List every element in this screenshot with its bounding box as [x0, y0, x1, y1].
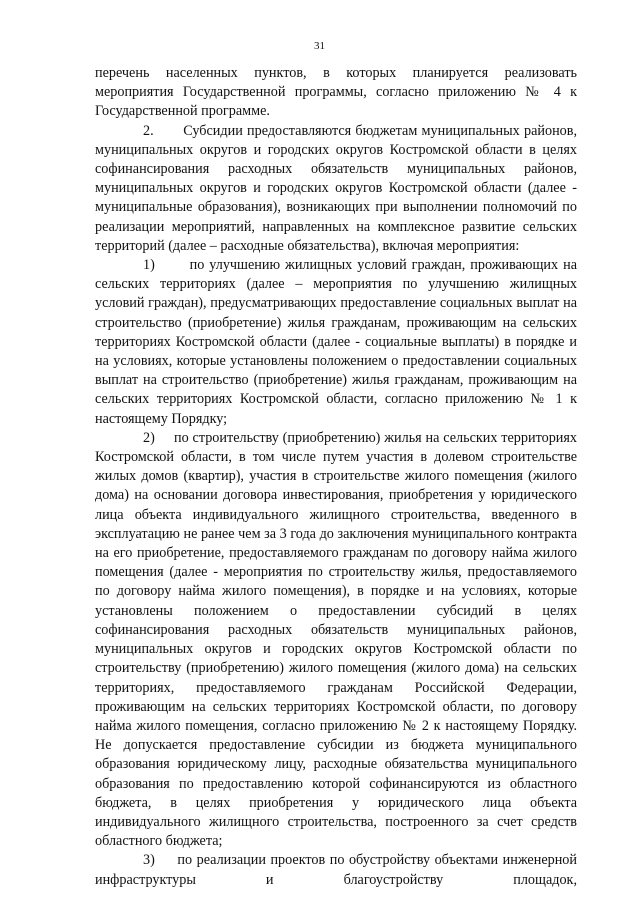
paragraph-subsidies-item-2: 2. Субсидии предоставляются бюджетам муниципальных районов, муниципальных округов и городских округов Костромской области в целях софинансирования расходных обязательств муниципальных районов, муниципальных округов и городских округов Костромской области (далее - муниципальные образования), возникающих при выполнении полномочий по реализации мероприятий, направленных на комплексное развитие сельских территорий (далее – расходные обязательства), включая мероприятия: [95, 122, 577, 254]
page-number: 31 [314, 40, 325, 52]
paragraph-measure-3-infrastructure: 3) по реализации проектов по обустройству объектами инженерной инфраструктуры и благоустройству площадок, [95, 852, 577, 888]
paragraph-settlements-list: перечень населенных пунктов, в которых планируется реализовать мероприятия Государственной программы, согласно приложению № 4 к Государственной программе. [95, 65, 577, 120]
document-body [95, 64, 577, 890]
paragraph-measure-2-housing-construction: 2) по строительству (приобретению) жилья на сельских территориях Костромской области, в том числе путем участия в долевом строительстве жилых домов (квартир), участия в строительстве жилого помещения (жилого дома) на основании договора инвестирования, приобретения у юридического лица объекта индивидуального жилищного строительства, введенного в эксплуатацию не ранее чем за 3 года до заключения муниципального контракта на его приобретение, предоставляемого гражданам по договору найма жилого помещения (далее - мероприятия по строительству жилья, предоставляемого по договору найма жилого помещения), в порядке и на условиях, которые установлены положением о предоставлении субсидий в целях софинансирования расходных обязательств муниципальных районов, муниципальных округов и городских округов Костромской области по строительству (приобретению) жилого помещения (жилого дома) на сельских территориях, предоставляемого гражданам Российской Федерации, проживающим на сельских территориях Костромской области, по договору найма жилого помещения, согласно приложению № 2 к настоящему Порядку. Не допускается предоставление субсидии из бюджета муниципального образования юридическому лицу, расходные обязательства муниципального образования по предоставлению которой софинансируются из областного бюджета, в целях приобретения у юридического лица объекта индивидуального жилищного строительства, построенного за счет средств областного бюджета; [95, 429, 577, 850]
paragraph-measure-1-housing-conditions: 1) по улучшению жилищных условий граждан, проживающих на сельских территориях (далее – мероприятия по улучшению жилищных условий граждан), предусматривающих предоставление социальных выплат на строительство (приобретение) жилья гражданам, проживающим на сельских территориях Костромской области (далее - социальные выплаты) в порядке и на условиях, которые установлены положением о предоставлении социальных выплат на строительство (приобретение) жилья гражданам, проживающим на сельских территориях Костромской области, согласно приложению № 1 к настоящему Порядку; [95, 257, 577, 427]
